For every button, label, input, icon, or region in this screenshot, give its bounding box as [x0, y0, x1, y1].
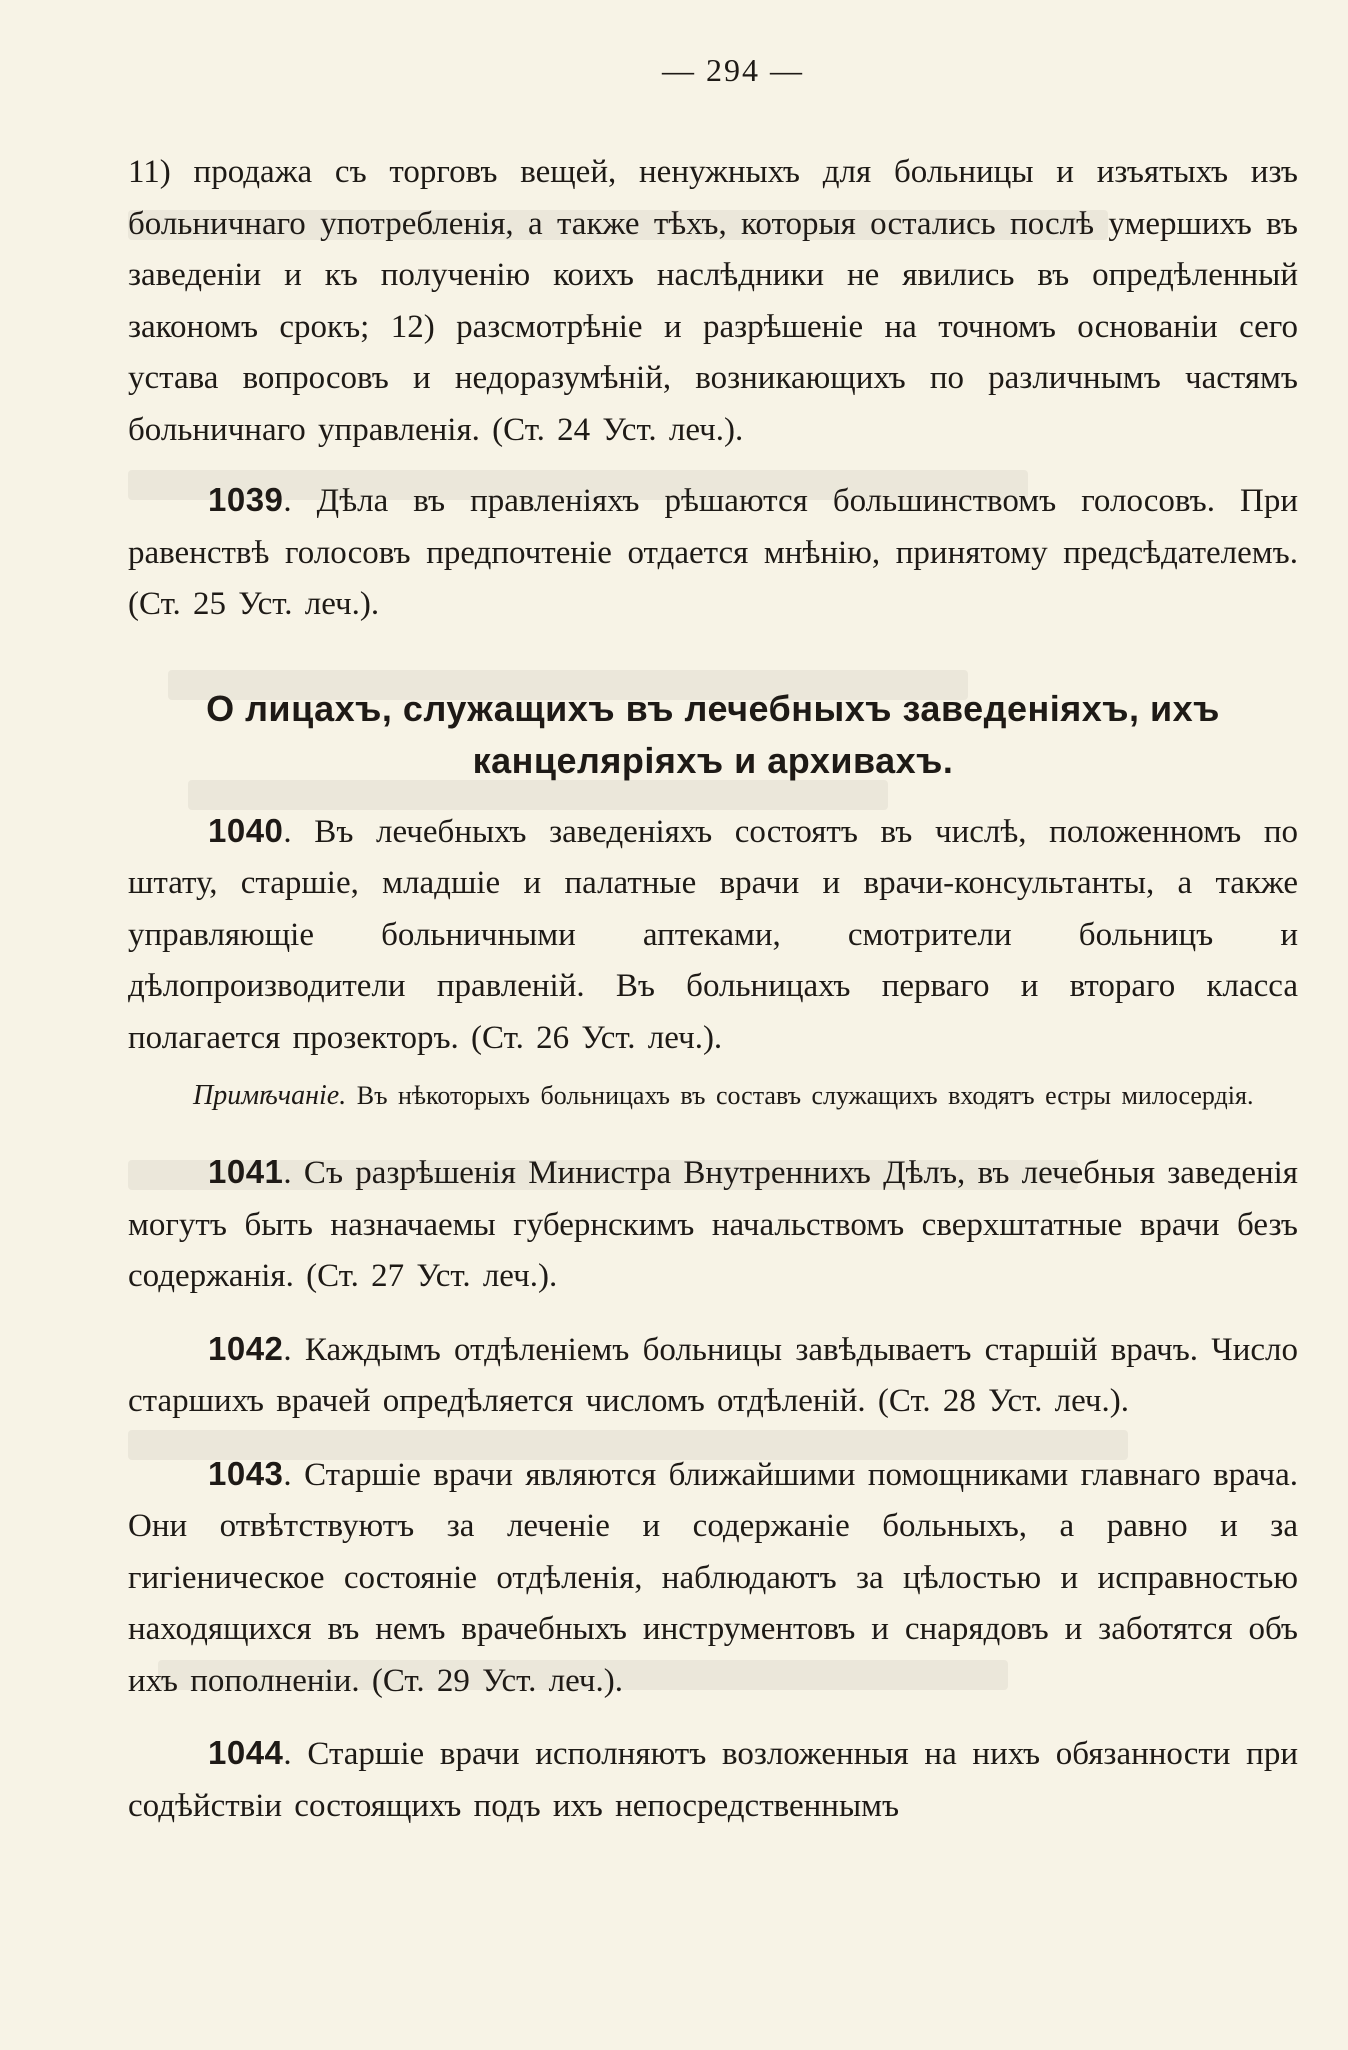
- article-text: . Въ лечебныхъ заведеніяхъ состоятъ въ числѣ, положенномъ по штату, старшіе, младшіе и палатные врачи и врачи-консультанты, а также управляющіе больничными аптеками, смотрители больницъ и дѣлопроизводители правленій. Въ больницахъ перваго и втораго класса полагается прозекторъ. (Ст. 26 Уст. леч.).: [128, 813, 1298, 1056]
- article-1043: [128, 1448, 1298, 1708]
- article-number: 1043: [208, 1454, 284, 1492]
- section-heading: О лицахъ, служащихъ въ лечебныхъ заведеніяхъ, ихъ канцеляріяхъ и архивахъ.: [206, 687, 1220, 781]
- paragraph-intro: [128, 147, 1298, 456]
- page-number: — 294 —: [662, 52, 804, 88]
- article-1041: [128, 1146, 1298, 1303]
- article-text: . Старшіе врачи исполняютъ возложенныя на нихъ обязанности при содѣйствіи состоящихъ подъ ихъ непосредственнымъ: [128, 1736, 1298, 1824]
- paragraph-text: 11) продажа съ торговъ вещей, ненужныхъ для больницы и изъятыхъ изъ больничнаго употребленія, а также тѣхъ, которыя остались послѣ умершихъ въ заведеніи и къ полученію коихъ наслѣдники не явились въ опредѣленный закономъ срокъ; 12) разсмотрѣніе и разрѣшеніе на точномъ основаніи сего устава вопросовъ и недоразумѣній, возникающихъ по различнымъ частямъ больничнаго управленія. (Ст. 24 Уст. леч.).: [128, 154, 1298, 448]
- article-1042: [128, 1323, 1298, 1428]
- article-number: 1039: [208, 481, 284, 518]
- article-number: 1040: [208, 811, 284, 849]
- article-1040: [128, 805, 1298, 1065]
- note: [128, 1076, 1298, 1116]
- article-text: . Старшіе врачи являются ближайшими помощниками главнаго врача. Они отвѣтствуютъ за леченіе и содержаніе больныхъ, а равно и за гигіеническое состояніе отдѣленія, наблюдаютъ за цѣлостью и исправностью находящихся въ немъ врачебныхъ инструментовъ и снарядовъ и заботятся объ ихъ пополненіи. (Ст. 29 Уст. леч.).: [128, 1456, 1298, 1699]
- article-number: 1042: [208, 1329, 284, 1367]
- note-text: Въ нѣкоторыхъ больницахъ въ составъ служащихъ входятъ естры милосердія.: [346, 1081, 1254, 1110]
- article-1039: [128, 474, 1298, 631]
- note-label: Примѣчаніе.: [193, 1080, 347, 1111]
- article-number: 1041: [208, 1153, 284, 1190]
- article-text: . Съ разрѣшенія Министра Внутреннихъ Дѣлъ, въ лечебныя заведенія могутъ быть назначаемы губернскимъ начальствомъ сверхштатные врачи безъ содержанія. (Ст. 27 Уст. леч.).: [128, 1155, 1298, 1294]
- article-text: . Каждымъ отдѣленіемъ больницы завѣдываетъ старшій врачъ. Число старшихъ врачей опредѣляется числомъ отдѣленій. (Ст. 28 Уст. леч.).: [128, 1331, 1298, 1419]
- article-1044: [128, 1727, 1298, 1832]
- article-number: 1044: [208, 1734, 284, 1771]
- article-text: . Дѣла въ правленіяхъ рѣшаются большинствомъ голосовъ. При равенствѣ голосовъ предпочтеніе отдается мнѣнію, принятому предсѣдателемъ. (Ст. 25 Уст. леч.).: [128, 483, 1298, 622]
